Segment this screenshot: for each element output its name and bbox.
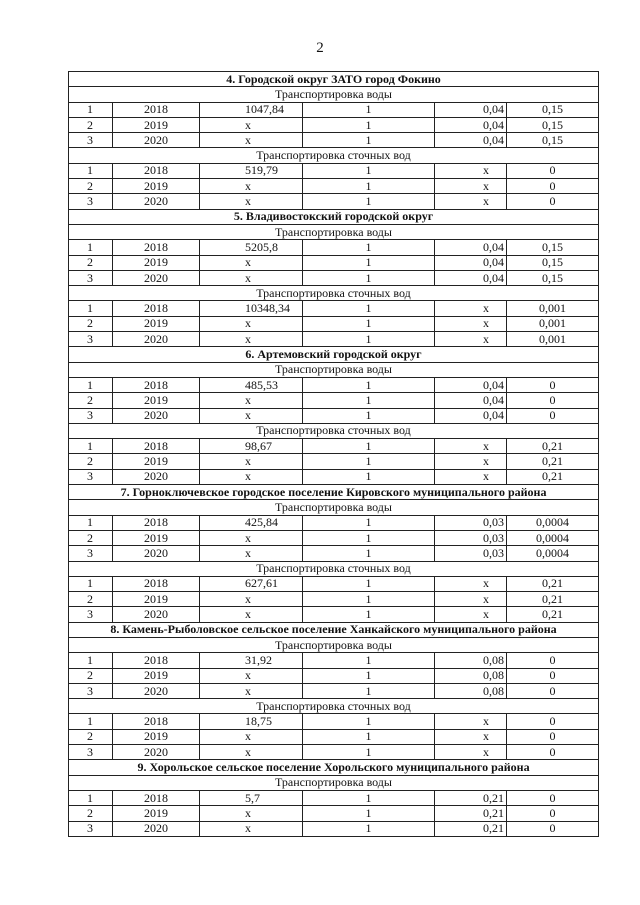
- year-cell: 2020: [113, 745, 200, 760]
- table-row: [69, 439, 599, 454]
- section-title: 9. Хорольское сельское поселение Хорольского муниципального района: [69, 760, 599, 775]
- group-title: Транспортировка сточных вод: [69, 423, 599, 438]
- group-title: Транспортировка воды: [69, 224, 599, 239]
- table-row: [69, 469, 599, 484]
- row-number: 2: [69, 179, 113, 194]
- value-cell: 5205,8: [200, 240, 303, 255]
- index-cell: 0,15: [507, 133, 599, 148]
- param-cell: x: [435, 469, 507, 484]
- table-row: [69, 515, 599, 530]
- year-cell: 2020: [113, 546, 200, 561]
- section-header: [69, 209, 599, 224]
- param-cell: x: [435, 745, 507, 760]
- row-number: 1: [69, 576, 113, 591]
- index-cell: 0: [507, 683, 599, 698]
- table-row: [69, 117, 599, 132]
- coef-cell: 1: [303, 179, 435, 194]
- section-title: 7. Горноключевское городское поселение Кировского муниципального района: [69, 485, 599, 500]
- year-cell: 2018: [113, 301, 200, 316]
- value-cell: x: [200, 607, 303, 622]
- param-cell: 0,04: [435, 240, 507, 255]
- value-cell: 98,67: [200, 439, 303, 454]
- value-cell: x: [200, 530, 303, 545]
- table-row: [69, 790, 599, 805]
- coef-cell: 1: [303, 530, 435, 545]
- group-title: Транспортировка воды: [69, 775, 599, 790]
- index-cell: 0,21: [507, 469, 599, 484]
- coef-cell: 1: [303, 592, 435, 607]
- index-cell: 0: [507, 806, 599, 821]
- row-number: 3: [69, 683, 113, 698]
- row-number: 1: [69, 515, 113, 530]
- year-cell: 2019: [113, 592, 200, 607]
- group-header: [69, 286, 599, 301]
- section-header: [69, 760, 599, 775]
- index-cell: 0,001: [507, 316, 599, 331]
- coef-cell: 1: [303, 332, 435, 347]
- year-cell: 2019: [113, 454, 200, 469]
- index-cell: 0,21: [507, 454, 599, 469]
- coef-cell: 1: [303, 133, 435, 148]
- year-cell: 2020: [113, 133, 200, 148]
- index-cell: 0,0004: [507, 546, 599, 561]
- row-number: 1: [69, 301, 113, 316]
- param-cell: x: [435, 454, 507, 469]
- coef-cell: 1: [303, 806, 435, 821]
- value-cell: 627,61: [200, 576, 303, 591]
- param-cell: 0,04: [435, 270, 507, 285]
- row-number: 3: [69, 546, 113, 561]
- coef-cell: 1: [303, 821, 435, 836]
- coef-cell: 1: [303, 117, 435, 132]
- param-cell: 0,03: [435, 515, 507, 530]
- year-cell: 2019: [113, 530, 200, 545]
- row-number: 2: [69, 668, 113, 683]
- value-cell: x: [200, 668, 303, 683]
- index-cell: 0: [507, 714, 599, 729]
- param-cell: x: [435, 607, 507, 622]
- row-number: 3: [69, 469, 113, 484]
- value-cell: x: [200, 469, 303, 484]
- value-cell: x: [200, 546, 303, 561]
- year-cell: 2018: [113, 653, 200, 668]
- group-header: [69, 775, 599, 790]
- table-row: [69, 270, 599, 285]
- row-number: 2: [69, 316, 113, 331]
- coef-cell: 1: [303, 745, 435, 760]
- param-cell: 0,08: [435, 683, 507, 698]
- coef-cell: 1: [303, 393, 435, 408]
- param-cell: x: [435, 316, 507, 331]
- value-cell: 5,7: [200, 790, 303, 805]
- value-cell: 425,84: [200, 515, 303, 530]
- coef-cell: 1: [303, 683, 435, 698]
- coef-cell: 1: [303, 653, 435, 668]
- row-number: 1: [69, 439, 113, 454]
- year-cell: 2020: [113, 821, 200, 836]
- index-cell: 0,15: [507, 240, 599, 255]
- year-cell: 2019: [113, 316, 200, 331]
- row-number: 3: [69, 821, 113, 836]
- row-number: 2: [69, 530, 113, 545]
- param-cell: 0,04: [435, 102, 507, 117]
- year-cell: 2018: [113, 240, 200, 255]
- param-cell: 0,21: [435, 790, 507, 805]
- value-cell: x: [200, 806, 303, 821]
- year-cell: 2018: [113, 576, 200, 591]
- index-cell: 0,0004: [507, 515, 599, 530]
- value-cell: x: [200, 729, 303, 744]
- param-cell: 0,04: [435, 377, 507, 392]
- index-cell: 0: [507, 194, 599, 209]
- param-cell: x: [435, 179, 507, 194]
- row-number: 3: [69, 745, 113, 760]
- table-row: [69, 179, 599, 194]
- value-cell: x: [200, 408, 303, 423]
- value-cell: x: [200, 821, 303, 836]
- group-header: [69, 500, 599, 515]
- year-cell: 2020: [113, 194, 200, 209]
- row-number: 2: [69, 806, 113, 821]
- group-title: Транспортировка воды: [69, 362, 599, 377]
- table-row: [69, 408, 599, 423]
- row-number: 3: [69, 270, 113, 285]
- tariff-table: [68, 71, 599, 837]
- coef-cell: 1: [303, 469, 435, 484]
- table-row: [69, 592, 599, 607]
- table-row: [69, 653, 599, 668]
- index-cell: 0: [507, 729, 599, 744]
- year-cell: 2019: [113, 393, 200, 408]
- param-cell: x: [435, 592, 507, 607]
- row-number: 3: [69, 332, 113, 347]
- group-header: [69, 561, 599, 576]
- coef-cell: 1: [303, 714, 435, 729]
- param-cell: 0,08: [435, 668, 507, 683]
- row-number: 1: [69, 240, 113, 255]
- coef-cell: 1: [303, 576, 435, 591]
- year-cell: 2019: [113, 668, 200, 683]
- param-cell: 0,03: [435, 530, 507, 545]
- table-row: [69, 332, 599, 347]
- year-cell: 2018: [113, 515, 200, 530]
- table-row: [69, 668, 599, 683]
- table-row: [69, 530, 599, 545]
- index-cell: 0: [507, 745, 599, 760]
- table-row: [69, 806, 599, 821]
- index-cell: 0: [507, 668, 599, 683]
- coef-cell: 1: [303, 454, 435, 469]
- index-cell: 0,15: [507, 102, 599, 117]
- coef-cell: 1: [303, 163, 435, 178]
- group-title: Транспортировка сточных вод: [69, 561, 599, 576]
- table-row: [69, 454, 599, 469]
- table-row: [69, 393, 599, 408]
- year-cell: 2020: [113, 683, 200, 698]
- coef-cell: 1: [303, 439, 435, 454]
- group-title: Транспортировка сточных вод: [69, 286, 599, 301]
- row-number: 1: [69, 102, 113, 117]
- year-cell: 2019: [113, 179, 200, 194]
- coef-cell: 1: [303, 668, 435, 683]
- year-cell: 2018: [113, 439, 200, 454]
- value-cell: x: [200, 454, 303, 469]
- group-header: [69, 699, 599, 714]
- group-header: [69, 637, 599, 652]
- row-number: 2: [69, 454, 113, 469]
- section-title: 4. Городской округ ЗАТО город Фокино: [69, 72, 599, 87]
- row-number: 1: [69, 790, 113, 805]
- row-number: 2: [69, 393, 113, 408]
- coef-cell: 1: [303, 546, 435, 561]
- coef-cell: 1: [303, 102, 435, 117]
- index-cell: 0: [507, 408, 599, 423]
- index-cell: 0,15: [507, 117, 599, 132]
- value-cell: x: [200, 179, 303, 194]
- year-cell: 2020: [113, 270, 200, 285]
- value-cell: x: [200, 316, 303, 331]
- coef-cell: 1: [303, 790, 435, 805]
- table-row: [69, 576, 599, 591]
- coef-cell: 1: [303, 607, 435, 622]
- param-cell: x: [435, 729, 507, 744]
- section-header: [69, 347, 599, 362]
- index-cell: 0,21: [507, 592, 599, 607]
- table-row: [69, 745, 599, 760]
- table-row: [69, 255, 599, 270]
- value-cell: x: [200, 255, 303, 270]
- group-title: Транспортировка воды: [69, 500, 599, 515]
- year-cell: 2018: [113, 163, 200, 178]
- row-number: 3: [69, 194, 113, 209]
- year-cell: 2018: [113, 102, 200, 117]
- row-number: 2: [69, 117, 113, 132]
- index-cell: 0: [507, 653, 599, 668]
- section-title: 5. Владивостокский городской округ: [69, 209, 599, 224]
- index-cell: 0: [507, 163, 599, 178]
- coef-cell: 1: [303, 240, 435, 255]
- param-cell: x: [435, 439, 507, 454]
- value-cell: 10348,34: [200, 301, 303, 316]
- value-cell: x: [200, 683, 303, 698]
- param-cell: x: [435, 714, 507, 729]
- row-number: 2: [69, 729, 113, 744]
- index-cell: 0,21: [507, 576, 599, 591]
- year-cell: 2018: [113, 714, 200, 729]
- value-cell: 519,79: [200, 163, 303, 178]
- value-cell: x: [200, 117, 303, 132]
- row-number: 1: [69, 377, 113, 392]
- value-cell: 31,92: [200, 653, 303, 668]
- param-cell: x: [435, 163, 507, 178]
- param-cell: 0,04: [435, 255, 507, 270]
- coef-cell: 1: [303, 377, 435, 392]
- table-row: [69, 683, 599, 698]
- row-number: 3: [69, 408, 113, 423]
- index-cell: 0,21: [507, 607, 599, 622]
- year-cell: 2018: [113, 790, 200, 805]
- group-title: Транспортировка воды: [69, 87, 599, 102]
- index-cell: 0: [507, 179, 599, 194]
- group-title: Транспортировка сточных вод: [69, 699, 599, 714]
- year-cell: 2019: [113, 117, 200, 132]
- index-cell: 0,21: [507, 439, 599, 454]
- coef-cell: 1: [303, 270, 435, 285]
- param-cell: 0,03: [435, 546, 507, 561]
- table-row: [69, 240, 599, 255]
- coef-cell: 1: [303, 194, 435, 209]
- value-cell: x: [200, 393, 303, 408]
- value-cell: x: [200, 194, 303, 209]
- coef-cell: 1: [303, 316, 435, 331]
- group-header: [69, 224, 599, 239]
- index-cell: 0: [507, 393, 599, 408]
- coef-cell: 1: [303, 515, 435, 530]
- table-row: [69, 163, 599, 178]
- value-cell: 18,75: [200, 714, 303, 729]
- year-cell: 2019: [113, 729, 200, 744]
- table-row: [69, 102, 599, 117]
- index-cell: 0,001: [507, 301, 599, 316]
- year-cell: 2020: [113, 332, 200, 347]
- group-header: [69, 362, 599, 377]
- year-cell: 2020: [113, 607, 200, 622]
- section-header: [69, 72, 599, 87]
- value-cell: x: [200, 133, 303, 148]
- section-header: [69, 485, 599, 500]
- table-row: [69, 133, 599, 148]
- table-row: [69, 821, 599, 836]
- row-number: 1: [69, 653, 113, 668]
- year-cell: 2019: [113, 806, 200, 821]
- table-row: [69, 729, 599, 744]
- param-cell: x: [435, 576, 507, 591]
- section-title: 6. Артемовский городской округ: [69, 347, 599, 362]
- year-cell: 2019: [113, 255, 200, 270]
- table-row: [69, 714, 599, 729]
- index-cell: 0: [507, 821, 599, 836]
- value-cell: 1047,84: [200, 102, 303, 117]
- table-row: [69, 316, 599, 331]
- group-header: [69, 423, 599, 438]
- coef-cell: 1: [303, 729, 435, 744]
- param-cell: 0,04: [435, 408, 507, 423]
- index-cell: 0,15: [507, 255, 599, 270]
- param-cell: 0,08: [435, 653, 507, 668]
- table-row: [69, 377, 599, 392]
- table-row: [69, 301, 599, 316]
- group-header: [69, 148, 599, 163]
- table-row: [69, 194, 599, 209]
- row-number: 1: [69, 163, 113, 178]
- page-number: 2: [316, 40, 324, 56]
- param-cell: 0,04: [435, 133, 507, 148]
- index-cell: 0,0004: [507, 530, 599, 545]
- section-title: 8. Камень-Рыболовское сельское поселение Ханкайского муниципального района: [69, 622, 599, 637]
- row-number: 2: [69, 592, 113, 607]
- row-number: 2: [69, 255, 113, 270]
- value-cell: x: [200, 270, 303, 285]
- index-cell: 0: [507, 377, 599, 392]
- row-number: 1: [69, 714, 113, 729]
- value-cell: x: [200, 592, 303, 607]
- row-number: 3: [69, 133, 113, 148]
- param-cell: 0,04: [435, 393, 507, 408]
- param-cell: 0,21: [435, 806, 507, 821]
- group-header: [69, 87, 599, 102]
- value-cell: x: [200, 332, 303, 347]
- param-cell: 0,04: [435, 117, 507, 132]
- param-cell: x: [435, 194, 507, 209]
- section-header: [69, 622, 599, 637]
- param-cell: x: [435, 332, 507, 347]
- group-title: Транспортировка сточных вод: [69, 148, 599, 163]
- table-row: [69, 607, 599, 622]
- coef-cell: 1: [303, 301, 435, 316]
- coef-cell: 1: [303, 255, 435, 270]
- value-cell: 485,53: [200, 377, 303, 392]
- index-cell: 0,001: [507, 332, 599, 347]
- group-title: Транспортировка воды: [69, 637, 599, 652]
- coef-cell: 1: [303, 408, 435, 423]
- year-cell: 2020: [113, 408, 200, 423]
- table-row: [69, 546, 599, 561]
- row-number: 3: [69, 607, 113, 622]
- year-cell: 2018: [113, 377, 200, 392]
- year-cell: 2020: [113, 469, 200, 484]
- index-cell: 0: [507, 790, 599, 805]
- value-cell: x: [200, 745, 303, 760]
- index-cell: 0,15: [507, 270, 599, 285]
- param-cell: x: [435, 301, 507, 316]
- param-cell: 0,21: [435, 821, 507, 836]
